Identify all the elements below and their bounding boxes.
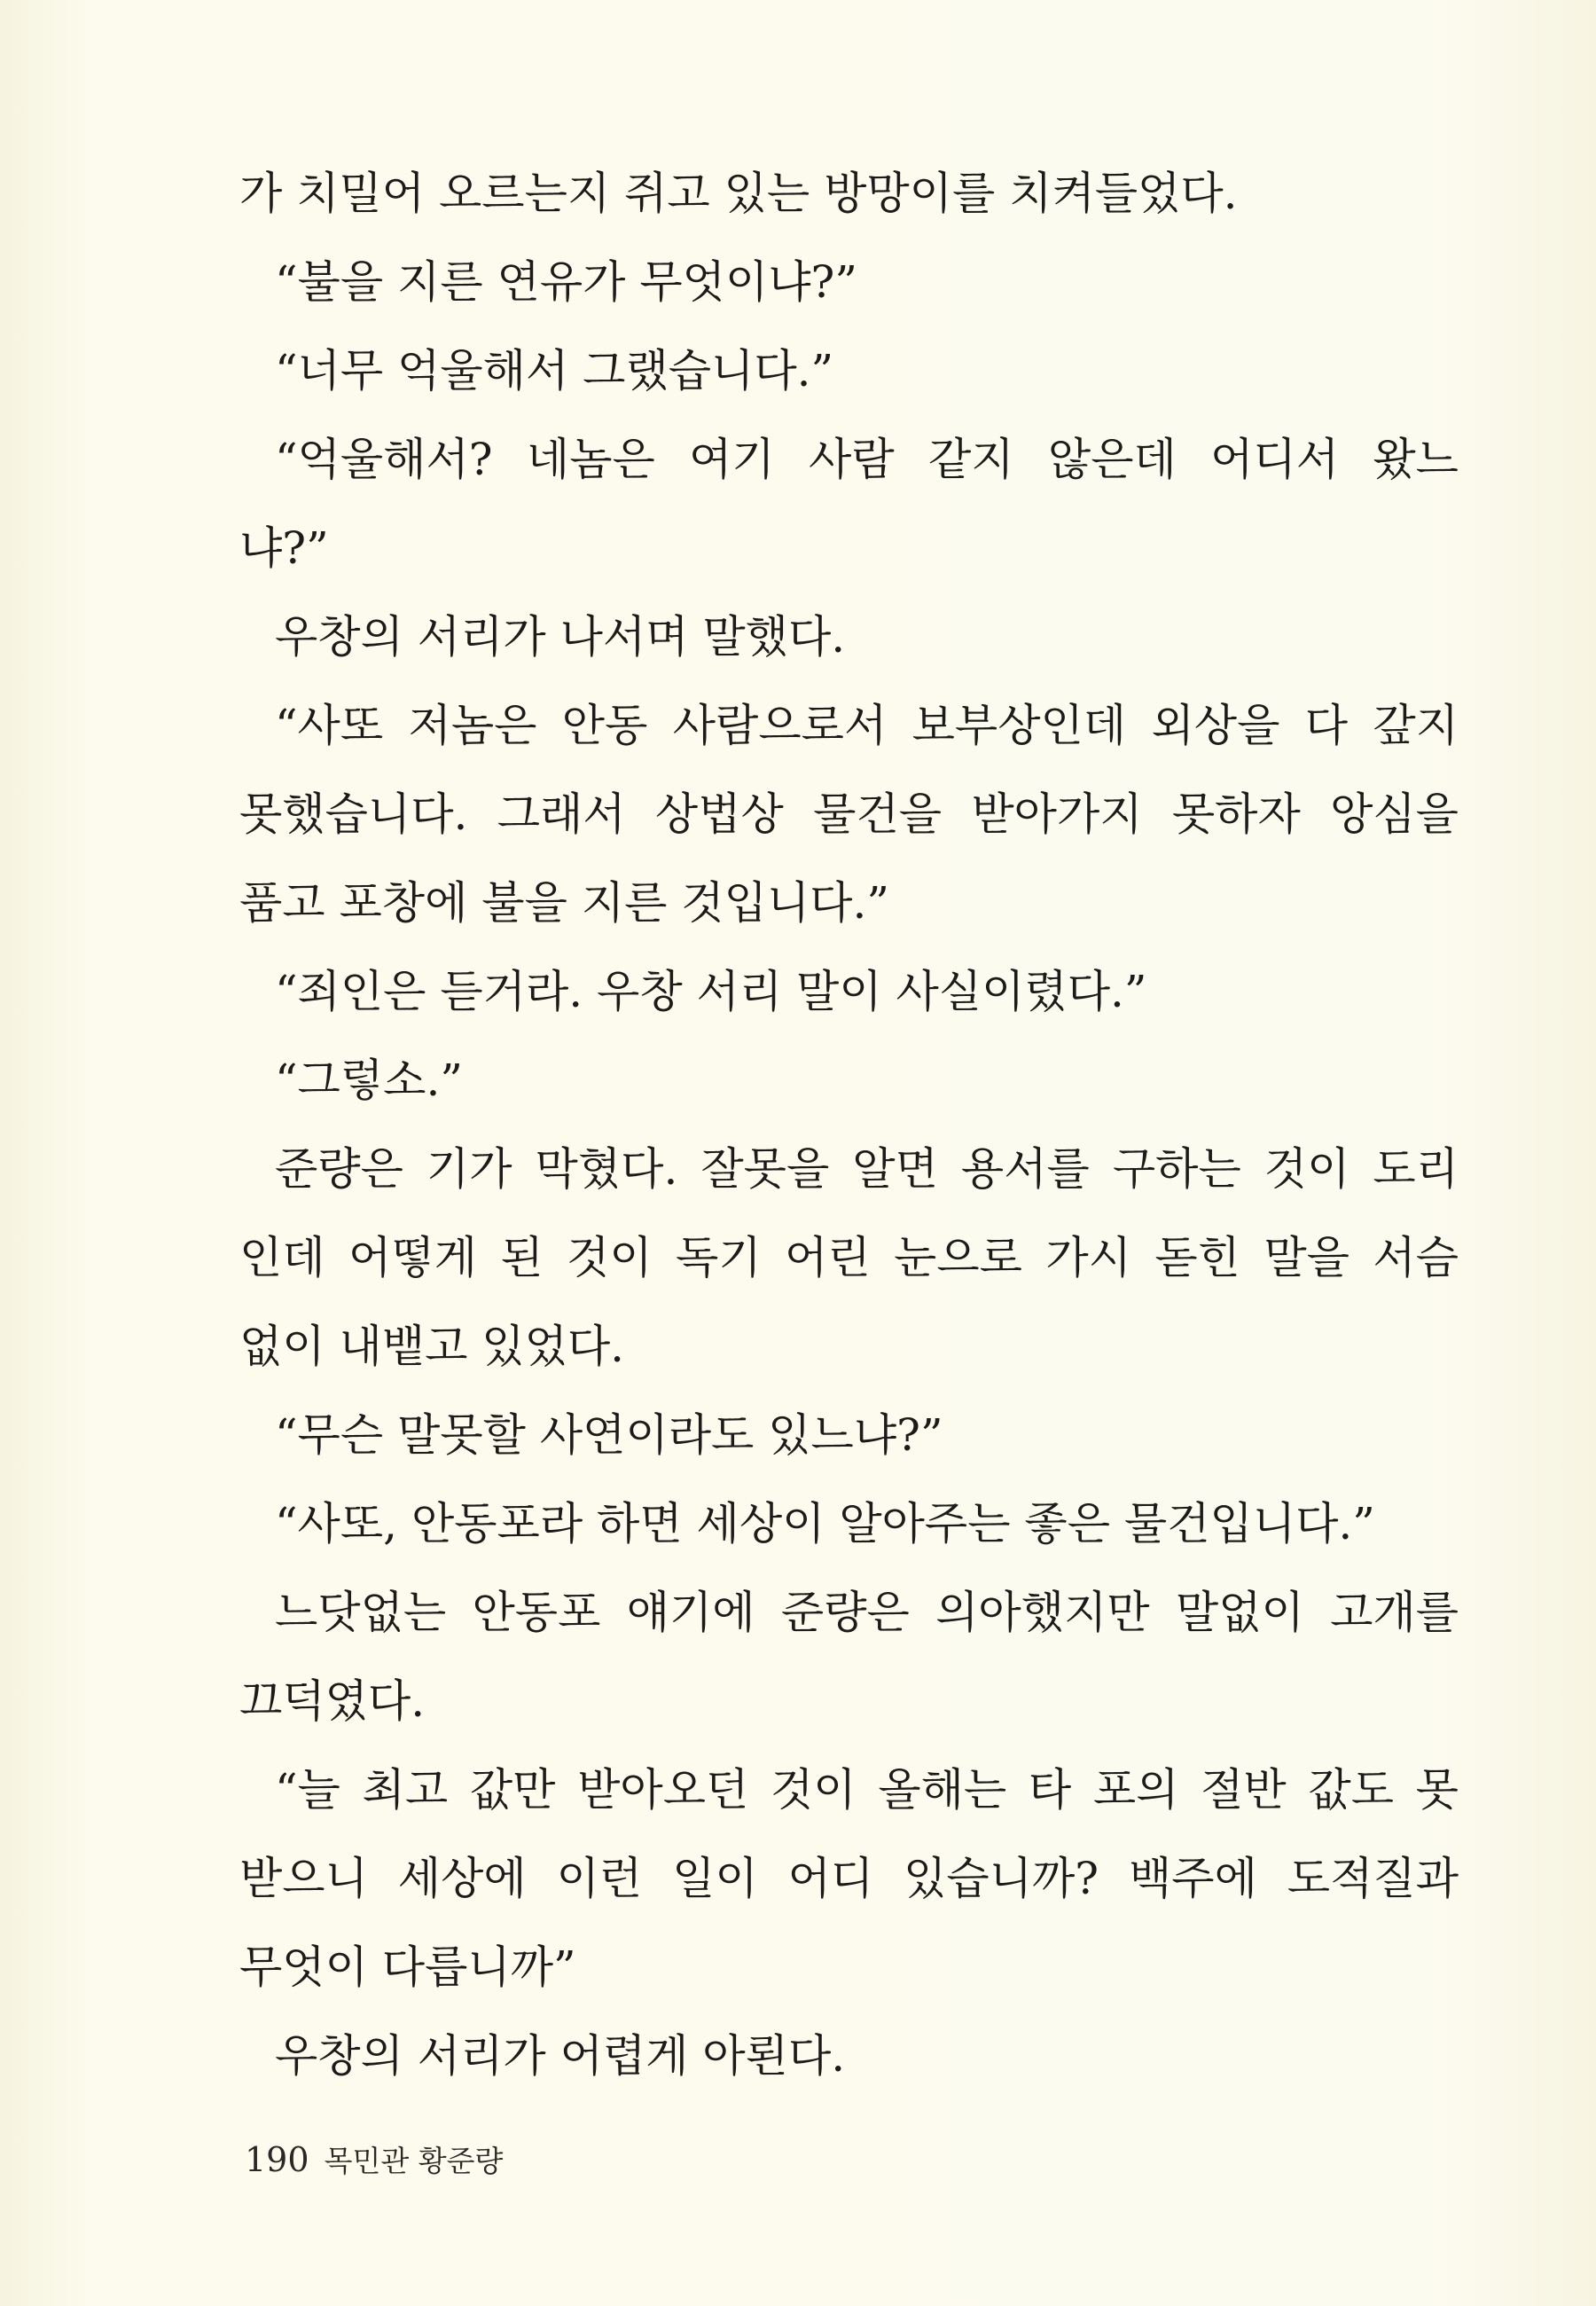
text-line: “무슨 말못할 사연이라도 있느냐?” bbox=[275, 1409, 943, 1461]
text-line: “사또, 안동포라 하면 세상이 알아주는 좋은 물건입니다.” bbox=[275, 1498, 1375, 1549]
text-line: 못했습니다. 그래서 상법상 물건을 받아가지 못하자 앙심을 bbox=[239, 788, 1459, 840]
text-line: 느닷없는 안동포 얘기에 준량은 의아했지만 말없이 고개를 bbox=[275, 1587, 1459, 1638]
text-line: 없이 내뱉고 있었다. bbox=[239, 1321, 625, 1372]
text-line: 우창의 서리가 나서며 말했다. bbox=[275, 611, 846, 663]
text-line: 인데 어떻게 된 것이 독기 어린 눈으로 가시 돋힌 말을 서슴 bbox=[239, 1232, 1459, 1283]
text-line: “불을 지른 연유가 무엇이냐?” bbox=[275, 256, 857, 308]
text-line: “억울해서? 네놈은 여기 사람 같지 않은데 어디서 왔느 bbox=[275, 434, 1459, 485]
text-line: “사또 저놈은 안동 사람으로서 보부상인데 외상을 다 갚지 bbox=[275, 700, 1459, 751]
page-number: 190 bbox=[245, 2140, 309, 2179]
text-line: 준량은 기가 막혔다. 잘못을 알면 용서를 구하는 것이 도리 bbox=[275, 1143, 1459, 1195]
text-line: “늘 최고 값만 받아오던 것이 올해는 타 포의 절반 값도 못 bbox=[275, 1764, 1459, 1816]
text-line: 무엇이 다릅니까” bbox=[239, 1941, 576, 1993]
page-body-text bbox=[239, 149, 1459, 2100]
text-line: “그렇소.” bbox=[275, 1055, 463, 1106]
text-line: 품고 포창에 불을 지른 것입니다.” bbox=[239, 877, 889, 929]
text-line: 우창의 서리가 어렵게 아뢴다. bbox=[275, 2030, 846, 2082]
page-footer bbox=[245, 2137, 503, 2182]
text-line: 냐?” bbox=[239, 522, 329, 574]
book-title: 목민관 황준량 bbox=[324, 2144, 504, 2178]
text-line: “너무 억울해서 그랬습니다.” bbox=[275, 345, 834, 396]
text-line: 가 치밀어 오르는지 쥐고 있는 방망이를 치켜들었다. bbox=[239, 168, 1238, 219]
text-line: “죄인은 듣거라. 우창 서리 말이 사실이렸다.” bbox=[275, 966, 1147, 1017]
text-line: 끄덕였다. bbox=[239, 1675, 426, 1727]
text-line: 받으니 세상에 이런 일이 어디 있습니까? 백주에 도적질과 bbox=[239, 1853, 1459, 1904]
